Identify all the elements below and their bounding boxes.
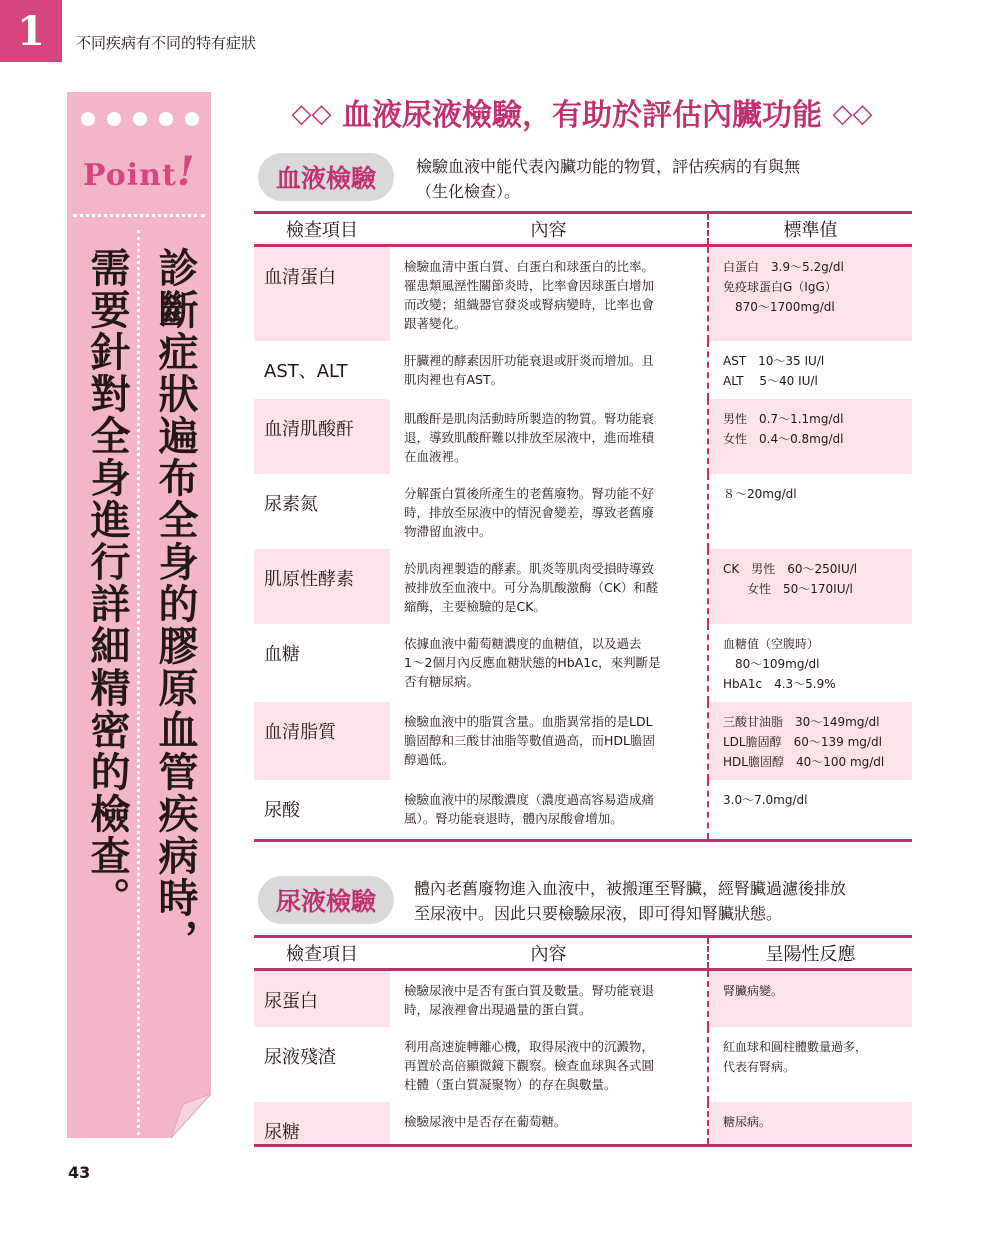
dot-icon bbox=[81, 112, 95, 126]
test-item-name: AST、ALT bbox=[264, 361, 348, 382]
urine-desc-line-1: 體內老舊廢物進入血液中，被搬運至腎臟，經腎臟過濾後排放 bbox=[414, 879, 847, 898]
positive-result bbox=[708, 1102, 912, 1146]
test-item-name: 血清蛋白 bbox=[254, 246, 390, 342]
test-item-description bbox=[390, 341, 708, 399]
standard-value bbox=[708, 780, 912, 840]
point-panel bbox=[67, 92, 211, 1138]
dotted-divider-horizontal bbox=[73, 214, 205, 217]
value-line: 女性 0.4～0.8mg/dl bbox=[723, 432, 844, 446]
test-item-name: 尿酸 bbox=[254, 780, 390, 840]
test-item-description bbox=[390, 474, 708, 549]
chapter-number: 1 bbox=[17, 7, 45, 55]
description-line: 風）。腎功能衰退時，體內尿酸會增加。 bbox=[404, 811, 623, 826]
column-header-positive: 呈陽性反應 bbox=[708, 937, 912, 970]
test-item-description bbox=[390, 780, 708, 840]
description-line: 依據血液中葡萄糖濃度的血糖值，以及過去 bbox=[404, 636, 642, 651]
description-line: 檢驗血液中的尿酸濃度（濃度過高容易造成痛 bbox=[404, 792, 655, 807]
test-item-description bbox=[390, 549, 708, 624]
description-line: 肌肉裡也有AST。 bbox=[404, 372, 504, 387]
value-line: 紅血球和圓柱體數量過多， bbox=[723, 1040, 868, 1054]
column-header-item: 檢查項目 bbox=[254, 213, 390, 246]
standard-value bbox=[708, 474, 912, 549]
value-line: 3.0～7.0mg/dl bbox=[723, 793, 808, 807]
test-item-description bbox=[390, 970, 708, 1028]
description-line: 否有糖尿病。 bbox=[404, 674, 480, 689]
column-header-content: 內容 bbox=[390, 213, 708, 246]
standard-value bbox=[708, 624, 912, 702]
point-text-column-1: 診斷症狀遍布全身的膠原血管疾病時， bbox=[152, 247, 199, 961]
description-line: 肝臟裡的酵素因肝功能衰退或肝炎而增加。且 bbox=[404, 353, 655, 368]
value-line: 女性 50～170IU/l bbox=[723, 582, 853, 596]
blood-desc-line-2: （生化檢查）。 bbox=[416, 182, 521, 201]
test-item-name: 血清肌酸酐 bbox=[254, 399, 390, 474]
value-line: 870～1700mg/dl bbox=[723, 300, 835, 314]
description-line: 檢驗血液中的脂質含量。血脂異常指的是LDL bbox=[404, 714, 653, 729]
test-item-description bbox=[390, 702, 708, 780]
value-line: LDL膽固醇 60～139 mg/dl bbox=[723, 735, 882, 749]
description-line: 物滯留血液中。 bbox=[404, 524, 492, 539]
value-line: 三酸甘油脂 30～149mg/dl bbox=[723, 715, 880, 729]
value-line: ８～20mg/dl bbox=[723, 487, 797, 501]
section-title bbox=[262, 90, 902, 134]
value-line: ALT 5～40 IU/l bbox=[723, 374, 818, 388]
test-item-description bbox=[390, 624, 708, 702]
table-row bbox=[254, 1102, 912, 1146]
description-line: 跟著變化。 bbox=[404, 316, 467, 331]
description-line: 膽固醇和三酸甘油脂等數值過高，而HDL膽固 bbox=[404, 733, 655, 748]
value-line: HbA1c 4.3～5.9% bbox=[723, 677, 836, 691]
urine-desc-line-2: 至尿液中。因此只要檢驗尿液，即可得知腎臟狀態。 bbox=[414, 904, 783, 923]
description-line: 檢驗尿液中是否有蛋白質及數量。腎功能衰退 bbox=[404, 983, 655, 998]
description-line: 退，導致肌酸酐難以排放至尿液中，進而堆積 bbox=[404, 430, 655, 445]
table-header-row bbox=[254, 937, 912, 970]
description-line: 而改變；組織器官發炎或腎病變時，比率也會 bbox=[404, 297, 655, 312]
test-item-name: 尿液殘渣 bbox=[264, 1047, 336, 1068]
section-title-text: 血液尿液檢驗，有助於評估內臟功能 bbox=[342, 98, 822, 133]
column-header-content: 內容 bbox=[390, 937, 708, 970]
point-text-column-2: 需要針對全身進行詳細精密的檢查。 bbox=[84, 247, 131, 919]
standard-value bbox=[708, 399, 912, 474]
value-line: 免疫球蛋白G（IgG） bbox=[723, 280, 837, 294]
standard-value bbox=[708, 549, 912, 624]
description-line: 醇過低。 bbox=[404, 752, 455, 767]
table-row bbox=[254, 970, 912, 1028]
blood-test-pill: 血液檢驗 bbox=[258, 153, 394, 201]
positive-result bbox=[708, 1027, 912, 1102]
dot-icon bbox=[133, 112, 147, 126]
value-line: 白蛋白 3.9～5.2g/dl bbox=[723, 260, 844, 274]
standard-value bbox=[708, 341, 912, 399]
standard-value bbox=[708, 702, 912, 780]
description-line: 時，尿液裡會出現過量的蛋白質。 bbox=[404, 1002, 592, 1017]
blood-test-description bbox=[416, 154, 800, 204]
point-exclamation: ! bbox=[176, 148, 196, 195]
value-line: 血糖值（空腹時） bbox=[723, 637, 820, 651]
description-line: 於肌肉裡製造的酵素。肌炎等肌肉受損時導致 bbox=[404, 561, 655, 576]
urine-test-table bbox=[254, 935, 912, 1147]
description-line: 檢驗尿液中是否存在葡萄糖。 bbox=[404, 1114, 567, 1129]
standard-value bbox=[708, 246, 912, 342]
blood-desc-line-1: 檢驗血液中能代表內臟功能的物質，評估疾病的有與無 bbox=[416, 157, 801, 176]
value-line: CK 男性 60～250IU/l bbox=[723, 562, 858, 576]
chapter-number-badge bbox=[0, 0, 62, 62]
test-item-description bbox=[390, 246, 708, 342]
table-row bbox=[254, 549, 912, 624]
description-line: 時，排放至尿液中的情況會變差，導致老舊廢 bbox=[404, 505, 655, 520]
description-line: 縮酶，主要檢驗的是CK。 bbox=[404, 599, 546, 614]
table-header-row bbox=[254, 213, 912, 246]
value-line: HDL膽固醇 40～100 mg/dl bbox=[723, 755, 885, 769]
value-line: 腎臟病變。 bbox=[723, 984, 784, 998]
description-line: 在血液裡。 bbox=[404, 449, 467, 464]
column-header-item: 檢查項目 bbox=[254, 937, 390, 970]
chapter-title: 不同疾病有不同的特有症狀 bbox=[76, 34, 257, 52]
test-item-name: 血清脂質 bbox=[254, 702, 390, 780]
urine-test-pill: 尿液檢驗 bbox=[258, 876, 394, 924]
description-line: 被排放至血液中。可分為肌酸激酶（CK）和醛 bbox=[404, 580, 659, 595]
table-row bbox=[254, 1027, 912, 1102]
test-item-name: 尿糖 bbox=[254, 1102, 390, 1146]
table-row bbox=[254, 624, 912, 702]
test-item-name: 血糖 bbox=[264, 644, 300, 665]
test-item-name: 尿蛋白 bbox=[254, 970, 390, 1028]
value-line: AST 10～35 IU/l bbox=[723, 354, 825, 368]
urine-test-description bbox=[414, 876, 846, 926]
description-line: 罹患類風溼性關節炎時，比率會因球蛋白增加 bbox=[404, 278, 655, 293]
value-line: 代表有腎病。 bbox=[723, 1060, 796, 1074]
point-heading bbox=[83, 148, 195, 195]
column-header-standard: 標準值 bbox=[708, 213, 912, 246]
dotted-divider-vertical bbox=[137, 230, 140, 1135]
value-line: 糖尿病。 bbox=[723, 1115, 772, 1129]
description-line: 利用高速旋轉離心機，取得尿液中的沉澱物， bbox=[404, 1039, 655, 1054]
diamond-ornament-icon: ◇◇ bbox=[291, 99, 332, 129]
test-item-description bbox=[390, 399, 708, 474]
test-item-description bbox=[390, 1102, 708, 1146]
dot-icon bbox=[185, 112, 199, 126]
description-line: 檢驗血清中蛋白質、白蛋白和球蛋白的比率。 bbox=[404, 259, 655, 274]
table-row bbox=[254, 399, 912, 474]
value-line: 男性 0.7～1.1mg/dl bbox=[723, 412, 844, 426]
point-label: Point bbox=[83, 158, 177, 193]
dot-icon bbox=[107, 112, 121, 126]
page-fold-icon bbox=[171, 1094, 211, 1138]
table-row bbox=[254, 246, 912, 342]
description-line: 1～2個月內反應血糖狀態的HbA1c，來判斷是 bbox=[404, 655, 661, 670]
blood-test-table bbox=[254, 211, 912, 842]
description-line: 分解蛋白質後所產生的老舊廢物。腎功能不好 bbox=[404, 486, 655, 501]
table-row bbox=[254, 702, 912, 780]
diamond-ornament-icon: ◇◇ bbox=[832, 99, 873, 129]
table-row bbox=[254, 341, 912, 399]
description-line: 再置於高倍顯微鏡下觀察。檢查血球與各式圓 bbox=[404, 1058, 655, 1073]
test-item-description bbox=[390, 1027, 708, 1102]
dot-icon bbox=[159, 112, 173, 126]
test-item-name: 尿素氮 bbox=[264, 494, 318, 515]
value-line: 80～109mg/dl bbox=[723, 657, 820, 671]
table-row bbox=[254, 474, 912, 549]
decorative-dots bbox=[81, 112, 199, 126]
table-row bbox=[254, 780, 912, 840]
test-item-name: 肌原性酵素 bbox=[254, 549, 390, 624]
page-number: 43 bbox=[68, 1163, 91, 1182]
description-line: 肌酸酐是肌肉活動時所製造的物質。腎功能衰 bbox=[404, 411, 655, 426]
description-line: 柱體（蛋白質凝聚物）的存在與數量。 bbox=[404, 1077, 617, 1092]
positive-result bbox=[708, 970, 912, 1028]
